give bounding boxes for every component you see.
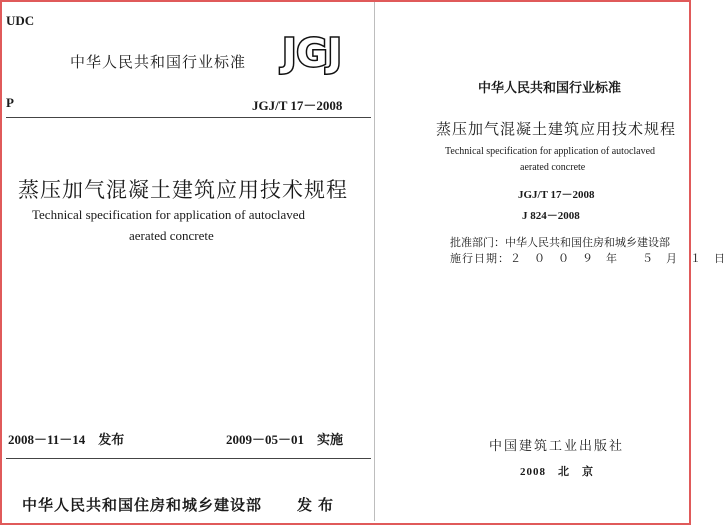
bottom-rule bbox=[6, 458, 371, 459]
approval-department: 批准部门：中华人民共和国住房和城乡建设部 bbox=[450, 236, 670, 249]
standard-code-left: JGJ/T 17－2008 bbox=[252, 98, 343, 113]
title-cn-left: 蒸压加气混凝土建筑应用技术规程 bbox=[18, 178, 348, 202]
udc-label: UDC bbox=[6, 13, 35, 28]
issuer-ministry: 中华人民共和国住房和城乡建设部 bbox=[22, 496, 263, 514]
issuer-action: 发布 bbox=[297, 496, 340, 514]
title-en-right-line2: aerated concrete bbox=[520, 162, 586, 173]
standard-category-right: 中华人民共和国行业标准 bbox=[478, 81, 622, 96]
classification-letter: P bbox=[6, 95, 14, 110]
title-en-left-line2: aerated concrete bbox=[129, 228, 214, 243]
jgj-logo-text: JGJ bbox=[282, 31, 342, 75]
jgj-logo bbox=[273, 30, 351, 75]
title-cn-right: 蒸压加气混凝土建筑应用技术规程 bbox=[436, 120, 677, 138]
top-rule bbox=[6, 117, 371, 118]
publication-year-place: 2008 北 京 bbox=[520, 466, 594, 478]
standard-category-left: 中华人民共和国行业标准 bbox=[70, 53, 247, 71]
standard-code-right: JGJ/T 17－2008 bbox=[518, 189, 595, 201]
implement-date: 2009－05－01 实施 bbox=[226, 432, 344, 447]
page-divider bbox=[374, 2, 375, 521]
title-en-left-line1: Technical specification for application of autoclaved bbox=[32, 207, 306, 222]
issue-date: 2008－11－14 发布 bbox=[8, 432, 125, 447]
effective-date: 施行日期：２ ０ ０ ９ 年 ５ 月 １ 日 bbox=[450, 252, 726, 265]
filing-code: J 824－2008 bbox=[522, 210, 580, 222]
title-en-right-line1: Technical specification for application of autoclaved bbox=[445, 146, 656, 157]
publisher-name: 中国建筑工业出版社 bbox=[489, 439, 625, 454]
